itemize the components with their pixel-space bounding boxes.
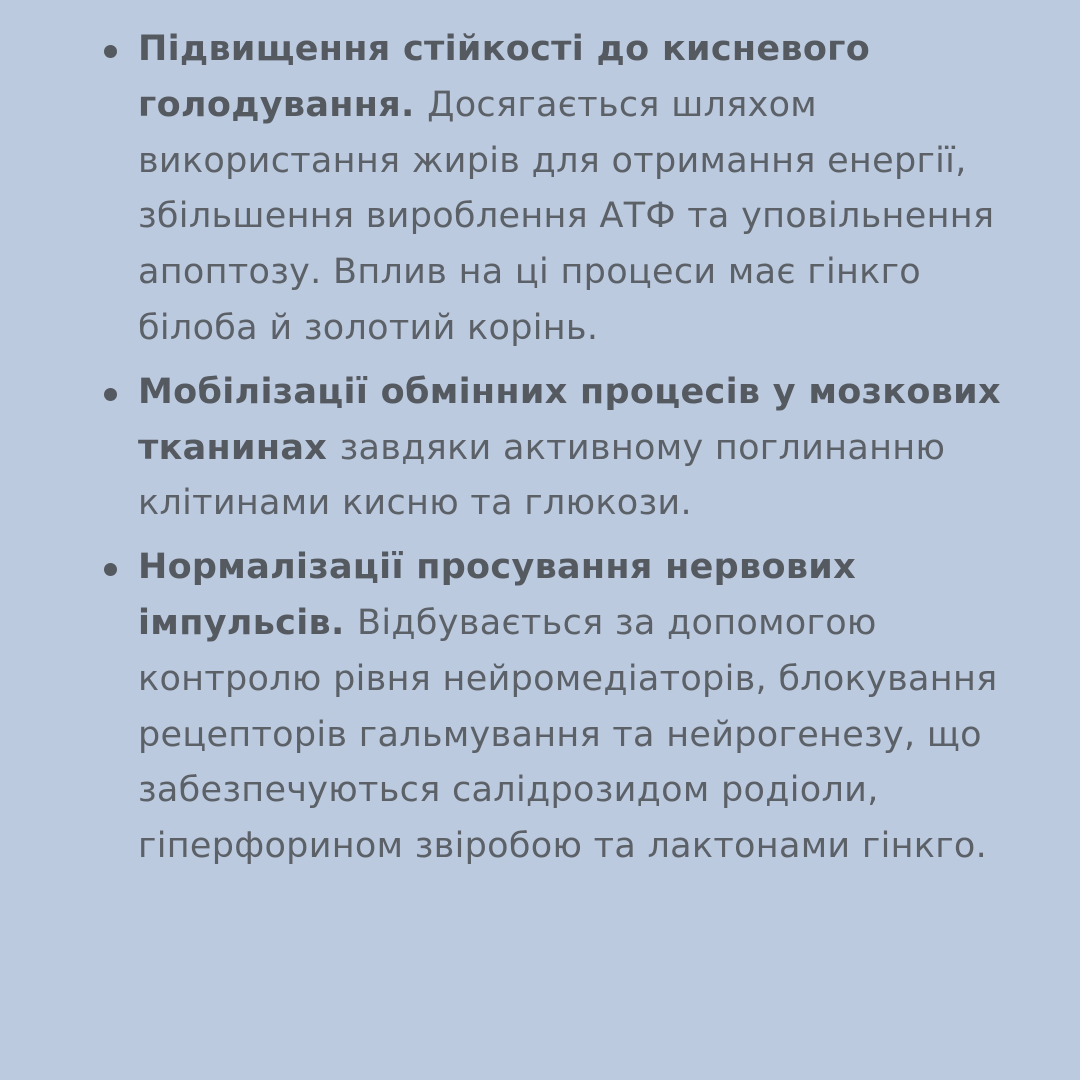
list-item	[0, 540, 1080, 875]
bullet-body-text: Досягається шляхом використання жирів для отримання енергії, збільшення вироблення АТФ та уповільнення апоптозу. Вплив на ці процеси має гінкго білоба й золотий корінь.	[138, 84, 995, 348]
list-item	[0, 22, 1080, 357]
bullet-lead-text: Підвищення стійкості до кисневого голодування.	[138, 29, 871, 125]
bullet-lead-text: Нормалізації просування нервових імпульсів.	[138, 547, 856, 643]
bullet-body-text: завдяки активному поглинанню клітинами кисню та глюкози.	[138, 427, 946, 524]
bullet-dot-icon	[104, 388, 117, 401]
bullet-body-text: Відбувається за допомогою контролю рівня нейромедіаторів, блокування рецепторів гальмування та нейрогенезу, що забезпечуються салідрозидом родіоли, гіперфорином звіробою та лактонами гінкго.	[138, 602, 998, 867]
bullet-dot-icon	[104, 45, 117, 58]
bullet-list	[0, 22, 1080, 883]
bullet-dot-icon	[104, 563, 117, 576]
bullet-lead-text: Мобілізації обмінних процесів у мозкових тканинах	[138, 371, 1001, 468]
list-item	[0, 365, 1080, 532]
